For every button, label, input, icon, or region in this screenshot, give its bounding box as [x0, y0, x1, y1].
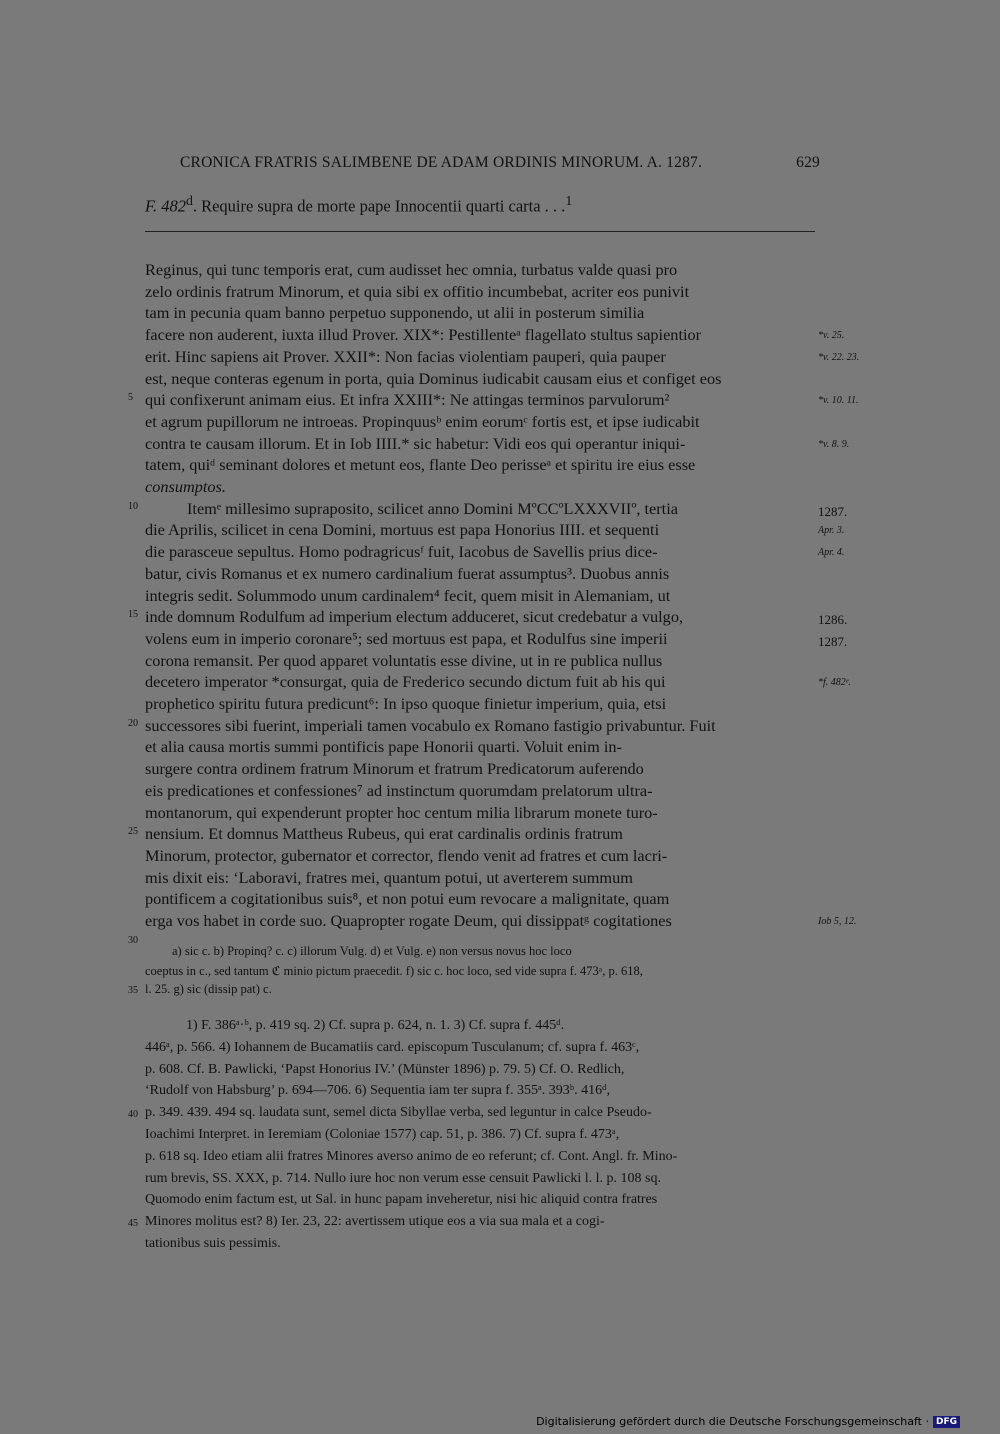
- margin-note: *v. 25.: [818, 330, 845, 342]
- text-line: Itemᵉ millesimo supraposito, scilicet anno Domini MºCCºLXXXVIIº, tertia: [187, 498, 678, 518]
- text-line: inde domnum Rodulfum ad imperium electum adduceret, sicut credebatur a vulgo,: [145, 607, 684, 627]
- text-line: integris sedit. Solummodo unum cardinalem⁴ fecit, quem misit in Alemaniam, ut: [145, 585, 671, 605]
- divider-rule: [145, 231, 815, 232]
- margin-note: Apr. 4.: [818, 547, 845, 559]
- margin-note: 1287.: [818, 633, 848, 649]
- footnote-line: p. 608. Cf. B. Pawlicki, ‘Papst Honorius IV.’ (Münster 1896) p. 79. 5) Cf. O. Redlich,: [145, 1061, 625, 1077]
- footnote-line: ‘Rudolf von Habsburg’ p. 694—706. 6) Sequentia iam ter supra f. 355ᵃ. 393ᵇ. 416ᵈ,: [145, 1083, 610, 1099]
- line-number: 15: [128, 609, 138, 621]
- line-number: 10: [128, 500, 138, 512]
- text-line: contra te causam illorum. Et in Iob IIII.* sic habetur: Vidi eos qui operantur iniqui-: [145, 433, 686, 453]
- text-line: die Aprilis, scilicet in cena Domini, mortuus est papa Honorius IIII. et sequenti: [145, 520, 660, 540]
- footnote-line: p. 349. 439. 494 sq. laudata sunt, semel dicta Sibyllae verba, sed leguntur in calce Pseudo-: [145, 1105, 652, 1121]
- line-number: 5: [128, 392, 133, 404]
- running-title: CRONICA FRATRIS SALIMBENE DE ADAM ORDINIS MINORUM. A. 1287.: [180, 154, 703, 171]
- text-line: surgere contra ordinem fratrum Minorum et fratrum Predicatorum auferendo: [145, 759, 644, 779]
- text-line: corona remansit. Per quod apparet voluntatis esse divine, ut in re publica nullus: [145, 650, 663, 670]
- footnote-line: 446ᵃ, p. 566. 4) Iohannem de Bucamatiis card. episcopum Tusculanum; cf. supra f. 463ᶜ,: [145, 1039, 640, 1055]
- text-line: zelo ordinis fratrum Minorum, et quia sibi ex offitio incumbebat, acriter eos punivit: [145, 281, 690, 301]
- text-line: consumptos.: [145, 477, 226, 496]
- margin-note: 1287.: [818, 503, 848, 519]
- cross-reference: [145, 193, 572, 217]
- text-line: mis dixit eis: ‘Laboravi, fratres mei, quantum potui, ut averterem summum: [145, 867, 633, 887]
- text-line: facere non auderent, iuxta illud Prover. XIX*: Pestillenteᵃ flagellato stultus sapientior: [145, 325, 702, 345]
- line-number: 20: [128, 717, 138, 729]
- digitization-credit: [536, 1415, 960, 1428]
- text-line: et agrum pupillorum ne introeas. Propinquusᵇ enim eorumᶜ fortis est, et ipse iudicabit: [145, 411, 700, 431]
- text-line: die parasceue sepultus. Homo podragricusᶠ fuit, Iacobus de Savellis prius dice-: [145, 542, 658, 562]
- footnote-line: p. 618 sq. Ideo etiam alii fratres Minores averso animo de eo referunt; cf. Cont. Angl. fr. Mino-: [145, 1148, 678, 1164]
- line-number: 25: [128, 826, 138, 838]
- reference-text: . Require supra de morte pape Innocentii quarti carta . . .: [192, 196, 566, 216]
- text-line: montanorum, qui expenderunt propter hoc centum milia librarum monete turo-: [145, 802, 658, 822]
- text-line: Reginus, qui tunc temporis erat, cum audisset hec omnia, turbatus valde quasi pro: [145, 260, 678, 279]
- footnote-line: rum brevis, SS. XXX, p. 714. Nullo iure hoc non verum esse censuit Pawlicki l. l. p. 108 sq.: [145, 1170, 662, 1186]
- reference-note: 1: [565, 193, 573, 208]
- text-line: nensium. Et domnus Mattheus Rubeus, qui erat cardinalis ordinis fratrum: [145, 824, 623, 844]
- dfg-logo: DFG: [933, 1416, 960, 1428]
- apparatus-line: l. 25. g) sic (dissip pat) c.: [145, 982, 272, 996]
- margin-note: Iob 5, 12.: [818, 916, 857, 927]
- footnote-line: 1) F. 386ᵃ·ᵇ, p. 419 sq. 2) Cf. supra p. 624, n. 1. 3) Cf. supra f. 445ᵈ.: [186, 1018, 565, 1033]
- text-line: et alia causa mortis summi pontificis pape Honorii quarti. Voluit enim in-: [145, 737, 622, 757]
- margin-note: *f. 482ᵉ.: [818, 677, 851, 689]
- line-number: 35: [128, 985, 138, 996]
- apparatus-line: a) sic c. b) Propinq? c. c) illorum Vulg. d) et Vulg. e) non versus novus hoc loco: [172, 944, 572, 958]
- text-line: successores sibi fuerint, imperiali tamen vocabulo ex Romano fastigio privabuntur. Fuit: [145, 715, 716, 735]
- running-header: [180, 154, 820, 172]
- footnote-line: Ioachimi Interpret. in Ieremiam (Coloniae 1577) cap. 51, p. 386. 7) Cf. supra f. 473ᵃ,: [145, 1127, 620, 1142]
- text-line: eis predicationes et confessiones⁷ ad instinctum quorumdam prelatorum ultra-: [145, 780, 653, 800]
- footnote-line: Quomodo enim factum est, ut Sal. in hunc papam inveheretur, nisi hic aliquid contra fratres: [145, 1192, 658, 1208]
- text-line: erit. Hinc sapiens ait Prover. XXII*: Non facias violentiam pauperi, quia pauper: [145, 346, 666, 366]
- footnote-line: tationibus suis pessimis.: [145, 1236, 281, 1251]
- apparatus-line: coeptus in c., sed tantum ℭ minio pictum praecedit. f) sic c. hoc loco, sed vide supra f. 473ᵃ, p. 618,: [145, 964, 643, 978]
- text-line: pontificem a cogitationibus suis⁸, et non potui eum revocare a malignitate, quam: [145, 889, 670, 909]
- margin-note: 1286.: [818, 612, 848, 628]
- line-number: 40: [128, 1109, 138, 1121]
- page-number: 629: [796, 154, 820, 171]
- margin-note: *v. 8. 9.: [818, 438, 850, 450]
- line-number: 45: [128, 1218, 138, 1230]
- text-line: qui confixerunt animam eius. Et infra XXIII*: Ne attingas terminos parvulorum²: [145, 390, 670, 410]
- text-line: volens eum in imperio coronare⁵; sed mortuus est papa, et Rodulfus sine imperii: [145, 628, 668, 648]
- folio-label: F. 482: [145, 196, 186, 216]
- footnote-line: Minores molitus est? 8) Ier. 23, 22: avertissem utique eos a via sua mala et a cogi-: [145, 1214, 605, 1230]
- text-line: est, neque conteras egenum in porta, quia Dominus iudicabit causam eius et configet eos: [145, 368, 722, 388]
- folio-sup: d: [185, 193, 193, 208]
- margin-note: *v. 10. 11.: [818, 395, 859, 407]
- text-line: decetero imperator *consurgat, quia de Frederico secundo dictum fuit ab his qui: [145, 672, 666, 692]
- text-line: Minorum, protector, gubernator et corrector, flendo venit ad fratres et cum lacri-: [145, 845, 668, 865]
- text-line: erga vos habet in corde suo. Quapropter rogate Deum, qui dissippatᵍ cogitationes: [145, 911, 672, 930]
- text-line: tatem, quiᵈ seminant dolores et metunt eos, flante Deo perisseᵃ et spiritu ire eius esse: [145, 455, 696, 475]
- margin-note: *v. 22. 23.: [818, 351, 860, 363]
- text-line: batur, civis Romanus et ex numero cardinalium fuerat assumptus³. Duobus annis: [145, 563, 670, 583]
- credit-text: Digitalisierung gefördert durch die Deutsche Forschungsgemeinschaft ·: [536, 1415, 929, 1428]
- margin-note: Apr. 3.: [818, 525, 845, 537]
- text-line: tam in pecunia quam banno perpetuo supponendo, ut alii in posterum similia: [145, 303, 645, 323]
- text-line: prophetico spiritu futura predicunt⁶: In ipso quoque finietur imperium, quia, etsi: [145, 694, 667, 713]
- line-number: 30: [128, 934, 138, 946]
